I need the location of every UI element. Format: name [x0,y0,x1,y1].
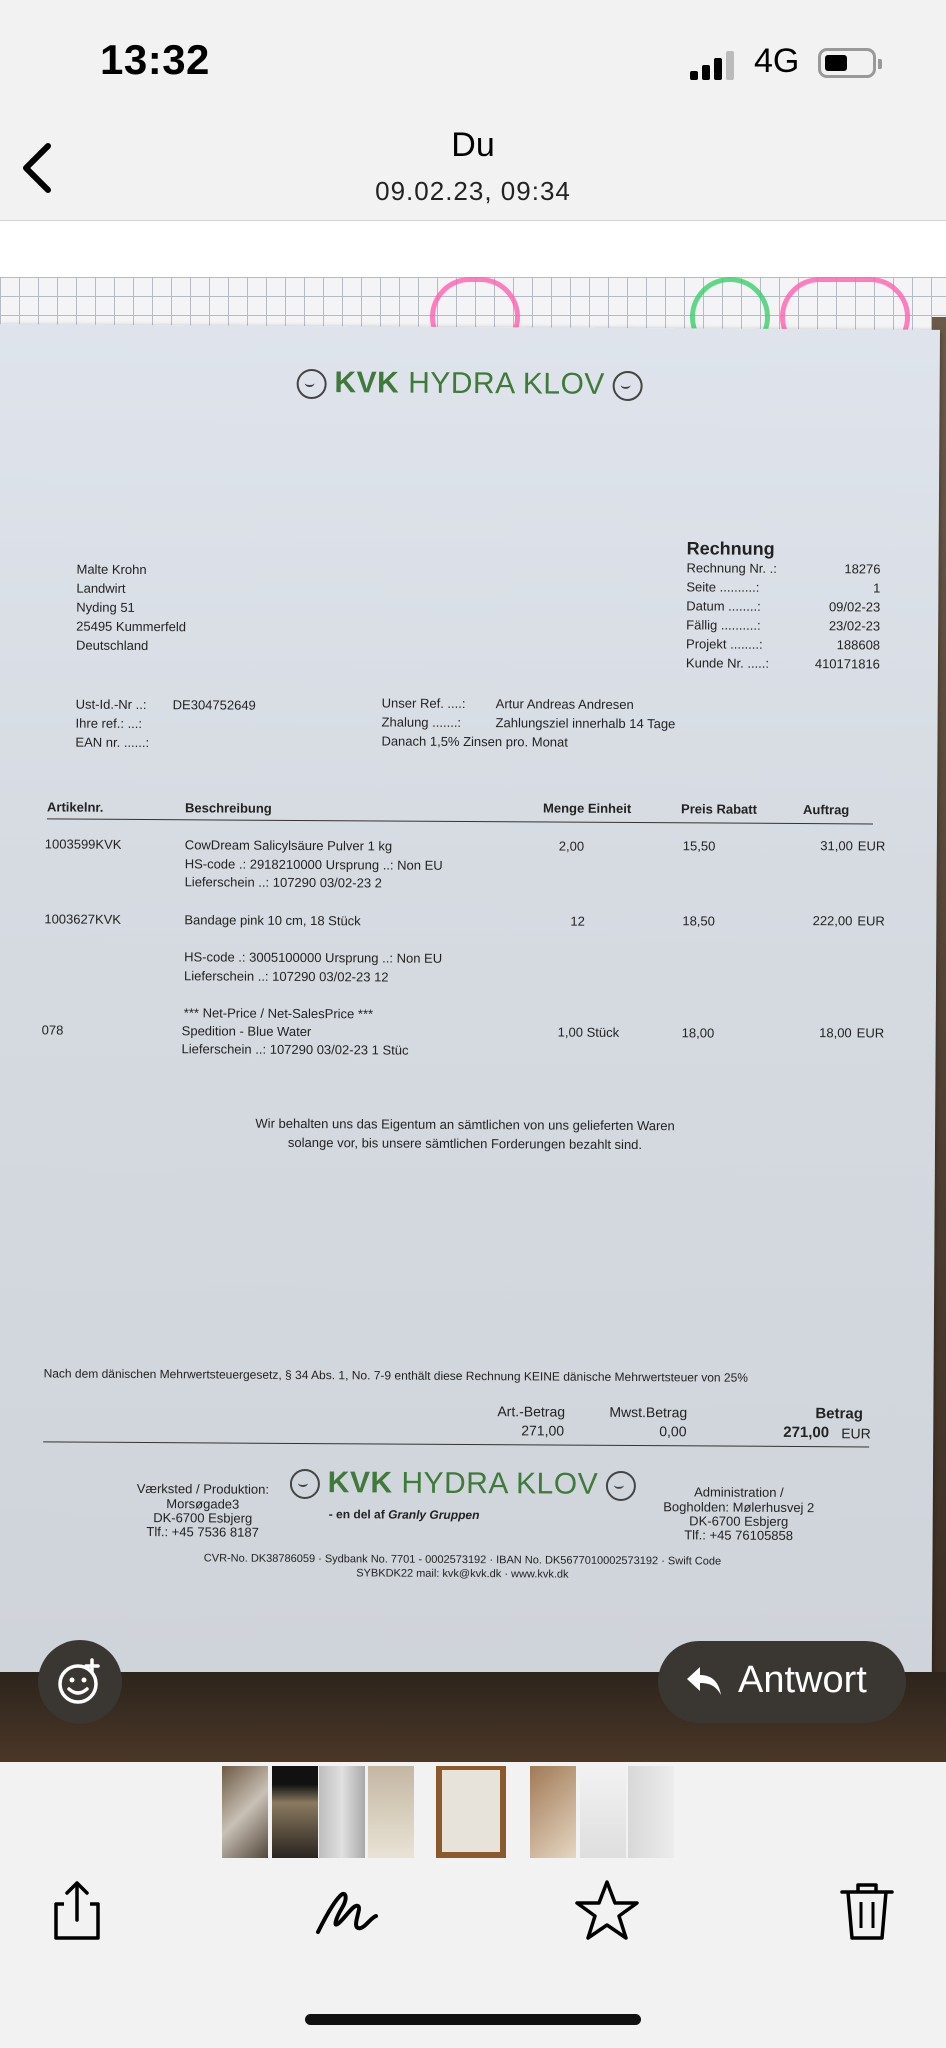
col-beschreibung: Beschreibung [185,800,272,816]
table-row: 1003599KVK [44,836,122,852]
invoice-details: Rechnung Rechnung Nr. .: 18276 Seite ..........: 1 Datum ........: 09/02-23 Fällig ..........: 23/02-23 Projekt ........: 188608 Kunde Nr. .....: 410171816 [685,538,881,672]
share-icon[interactable] [42,1876,112,1946]
totals: Art.-Betrag 271,00 Mwst.Betrag 0,00 Betrag 271,00 EUR [0,324,940,330]
col-preis: Preis Rabatt [681,801,757,817]
status-bar [0,0,946,110]
document-footer: KVK HYDRA KLOV - en del af Granly Gruppen Værksted / Produktion: Morsøgade3 DK-6700 Esbjerg Tlf.: +45 7536 8187 Administration / Bogholden: Mølerhusvej 2 DK-6700 Esbjerg Tlf.: +45 76105858 CVR-No. DK38786059 · Sydbank No. 7701 - 0002573192 · IBAN No. DK5677010002573192 · Swift Code SYBKDK22 mail: kvk@kvk.dk · www.kvk.dk [0,324,940,330]
thumbnail[interactable] [272,1766,318,1858]
reference-block: Ust-Id.-Nr ..: DE304752649 Ihre ref.: ...: EAN nr. ......: Unser Ref. ....: Artur Andreas Andresen Zhalung .......: Zahlungsziel innerhalb 14 Tage Danach 1,5% Zinsen pro. Monat [75,695,676,751]
vat-note: Nach dem dänischen Mehrwertsteuergesetz, § 34 Abs. 1, No. 7-9 enthält diese Rechnung KEINE dänische Mehrwertsteuer von 25% [43,1366,749,1385]
clock: 13:32 [100,36,210,83]
ownership-note: Wir behalten uns das Eigentum an sämtlichen von uns gelieferten Waren solange vor, bis unsere sämtlichen Forderungen bezahlt sind. [255,1115,675,1153]
markup-icon[interactable] [312,1876,382,1946]
spacer [0,221,946,277]
footer-logo: KVK HYDRA KLOV [0,1464,933,1504]
thumbnail[interactable] [530,1766,576,1858]
cow-logo-icon [606,1471,636,1501]
reply-button[interactable]: Antwort [658,1641,906,1723]
battery-icon [818,48,876,78]
col-auftrag: Auftrag [803,802,850,818]
cow-logo-icon [296,369,326,399]
divider [47,818,873,824]
sender-title: Du [451,126,495,164]
timestamp: 09.02.23, 09:34 [375,176,571,206]
emoji-reaction-button[interactable] [38,1640,122,1724]
col-menge: Menge Einheit [543,800,632,816]
thumbnail[interactable] [222,1766,268,1858]
thumbnail[interactable] [580,1766,626,1858]
invoice-document [0,324,940,1682]
thumbnail-strip[interactable] [0,1762,946,1862]
navigation-bar [0,110,946,221]
trash-icon[interactable] [832,1876,902,1946]
bottom-toolbar [0,1862,946,2048]
item-table: Artikelnr. Beschreibung Menge Einheit Preis Rabatt Auftrag 1003599KVK CowDream Salicylsäure Pulver 1 kg 2,00 15,50 31,00 EUR HS-code .: 2918210000 Ursprung ..: Non EU Lieferschein ..: 107290 03/02-23 2 1003627KVK Bandage pink 10 cm, 18 Stück 12 18,50 222,00 EUR HS-code .: 3005100000 Ursprung ..: Non EU Lieferschein ..: 107290 03/02-23 12 *** Net-Price / Net-SalesPrice *** 078 Spedition - Blue Water 1,00 Stück 18,00 18,00 EUR Lieferschein ..: 107290 03/02-23 1 Stüc [41,799,886,1058]
home-indicator [305,2014,641,2025]
thumbnail[interactable] [628,1766,674,1858]
reply-arrow-icon [684,1661,724,1701]
thumbnail-selected[interactable] [436,1766,506,1858]
cow-logo-icon [613,371,643,401]
network-type: 4G [754,42,800,80]
thumbnail[interactable] [368,1766,414,1858]
table-row: 1003627KVK [44,911,122,927]
company-logo: KVK HYDRA KLOV [0,364,940,404]
divider [43,1441,869,1447]
thumbnail[interactable] [319,1766,365,1858]
smiley-add-icon [38,1640,122,1724]
recipient-address: Malte Krohn Landwirt Nyding 51 25495 Kummerfeld Deutschland [76,561,187,654]
star-icon[interactable] [572,1876,642,1946]
table-row: 078 [41,1022,64,1038]
photo-viewer[interactable] [0,277,946,1762]
col-artikelnr: Artikelnr. [47,799,104,815]
signal-icon [690,48,740,80]
